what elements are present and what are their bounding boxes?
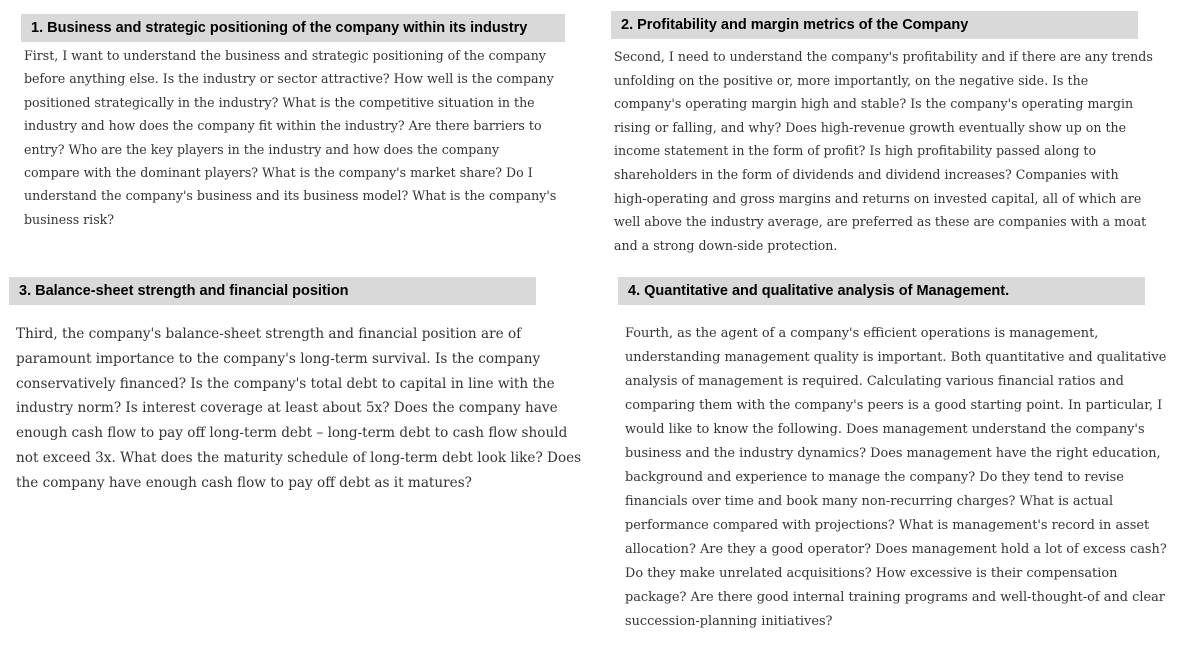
section-3-body: [16, 322, 581, 496]
paragraph-line: performance compared with projections? What is management's record in asset: [625, 518, 1150, 533]
paragraph-line: Do they make unrelated acquisitions? How excessive is their compensation: [625, 566, 1118, 581]
paragraph-line: would like to know the following. Does management understand the company's: [625, 422, 1145, 437]
paragraph-line: not exceed 3x. What does the maturity schedule of long-term debt look like? Does: [16, 449, 582, 466]
paragraph-line: and a strong down-side protection.: [614, 237, 838, 253]
paragraph-line: allocation? Are they a good operator? Does management hold a lot of excess cash?: [625, 542, 1167, 557]
section-3-heading: 3. Balance-sheet strength and financial position: [9, 277, 536, 305]
paragraph-line: unfolding on the positive or, more importantly, on the negative side. Is the: [614, 72, 1089, 88]
paragraph-line: First, I want to understand the business and strategic positioning of the company: [24, 48, 546, 63]
section-4-body: [625, 322, 1167, 634]
paragraph-line: shareholders in the form of dividends and dividend increases? Companies with: [614, 166, 1119, 182]
paragraph-line: conservatively financed? Is the company's total debt to capital in line with the: [16, 375, 555, 392]
paragraph-line: positioned strategically in the industry? What is the competitive situation in the: [24, 94, 535, 110]
paragraph-line: paramount importance to the company's long-term survival. Is the company: [16, 350, 541, 367]
paragraph-line: entry? Who are the key players in the industry and how does the company: [24, 141, 500, 157]
paragraph-line: understand the company's business and its business model? What is the company's: [24, 188, 557, 204]
paragraph-line: company's operating margin high and stable? Is the company's operating margin: [614, 96, 1134, 112]
paragraph-line: package? Are there good internal training programs and well-thought-of and clear: [625, 590, 1165, 605]
paragraph-line: rising or falling, and why? Does high-revenue growth eventually show up on the: [614, 119, 1127, 135]
paragraph-line: financials over time and book many non-recurring charges? What is actual: [625, 494, 1114, 509]
paragraph-line: compare with the dominant players? What is the company's market share? Do I: [24, 165, 533, 181]
paragraph-line: income statement in the form of profit? Is high profitability passed along to: [614, 143, 1097, 159]
paragraph-line: industry and how does the company fit within the industry? Are there barriers to: [24, 118, 542, 134]
paragraph-line: enough cash flow to pay off long-term debt – long-term debt to cash flow should: [16, 425, 568, 442]
paragraph-line: the company have enough cash flow to pay off debt as it matures?: [16, 474, 472, 491]
paragraph-line: business and the industry dynamics? Does management have the right education,: [625, 446, 1161, 461]
paragraph-line: industry norm? Is interest coverage at least about 5x? Does the company have: [16, 400, 558, 417]
paragraph-line: succession-planning initiatives?: [625, 614, 833, 629]
section-2-heading: 2. Profitability and margin metrics of the Company: [611, 11, 1138, 39]
paragraph-line: Second, I need to understand the company's profitability and if there are any trends: [614, 49, 1153, 64]
section-1-body: [24, 44, 556, 231]
paragraph-line: understanding management quality is important. Both quantitative and qualitative: [625, 350, 1167, 365]
section-1-heading: 1. Business and strategic positioning of the company within its industry: [21, 14, 565, 42]
paragraph-line: background and experience to manage the company? Do they tend to revise: [625, 470, 1124, 485]
paragraph-line: high-operating and gross margins and returns on invested capital, all of which are: [614, 190, 1142, 206]
paragraph-line: analysis of management is required. Calculating various financial ratios and: [625, 374, 1124, 389]
paragraph-line: before anything else. Is the industry or sector attractive? How well is the company: [24, 71, 554, 87]
paragraph-line: Fourth, as the agent of a company's efficient operations is management,: [625, 326, 1099, 341]
paragraph-line: Third, the company's balance-sheet strength and financial position are of: [16, 326, 522, 342]
section-2-body: [614, 45, 1153, 257]
paragraph-line: comparing them with the company's peers is a good starting point. In particular, I: [625, 398, 1163, 413]
section-4-heading: 4. Quantitative and qualitative analysis of Management.: [618, 277, 1145, 305]
paragraph-line: well above the industry average, are preferred as these are companies with a moat: [614, 214, 1147, 230]
paragraph-line: business risk?: [24, 211, 115, 227]
